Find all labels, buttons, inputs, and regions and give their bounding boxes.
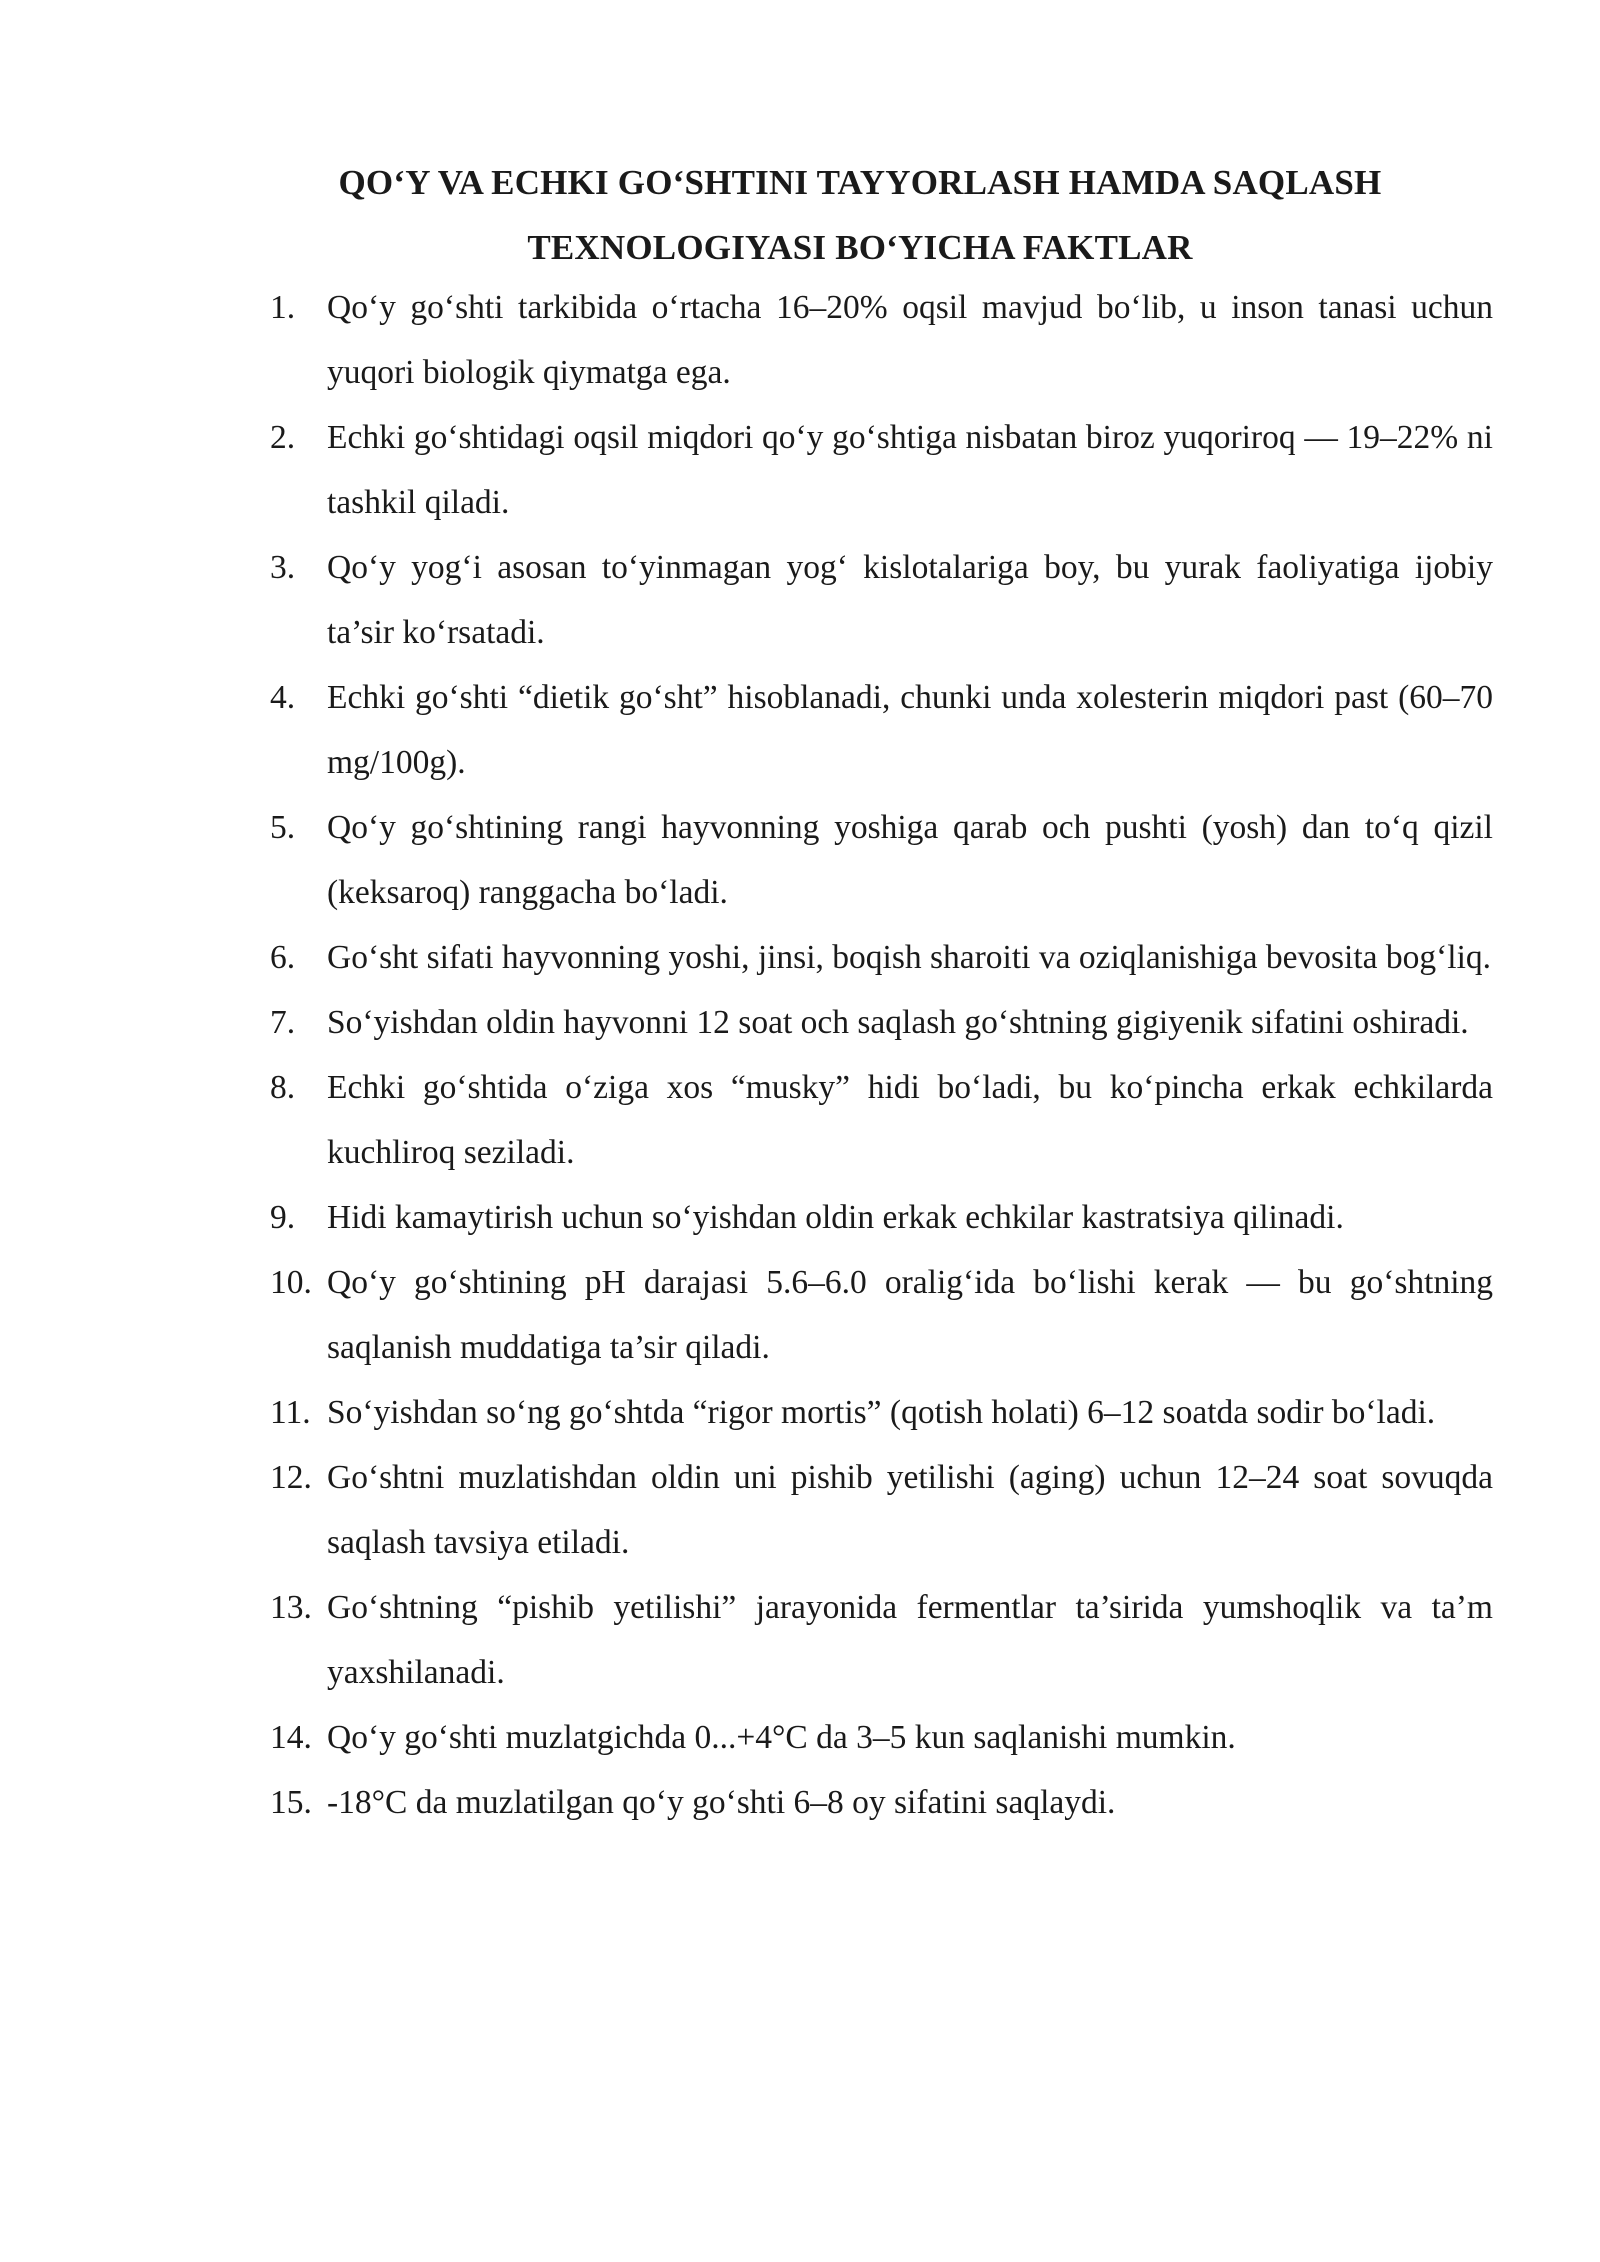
fact-number: 12.	[270, 1459, 312, 1496]
fact-item-11	[270, 1380, 1493, 1445]
fact-text: Echki go‘shtida o‘ziga xos “musky” hidi bo‘ladi, bu ko‘pincha erkak echkilarda kuchliroq seziladi.	[327, 1069, 1493, 1171]
document-title	[220, 150, 1500, 280]
fact-item-1	[270, 275, 1493, 405]
fact-item-7	[270, 990, 1493, 1055]
fact-text: Qo‘y go‘shti tarkibida o‘rtacha 16–20% oqsil mavjud bo‘lib, u inson tanasi uchun yuqori biologik qiymatga ega.	[327, 289, 1493, 391]
fact-text: Qo‘y go‘shti muzlatgichda 0...+4°C da 3–5 kun saqlanishi mumkin.	[327, 1719, 1236, 1756]
fact-item-3	[270, 535, 1493, 665]
fact-number: 11.	[270, 1394, 311, 1431]
fact-item-12	[270, 1445, 1493, 1575]
fact-number: 13.	[270, 1589, 312, 1626]
fact-item-2	[270, 405, 1493, 535]
fact-number: 7.	[270, 1004, 296, 1041]
fact-text: So‘yishdan oldin hayvonni 12 soat och saqlash go‘shtning gigiyenik sifatini oshiradi.	[327, 1004, 1469, 1041]
fact-item-5	[270, 795, 1493, 925]
fact-number: 9.	[270, 1199, 296, 1236]
fact-text: Echki go‘shti “dietik go‘sht” hisoblanadi, chunki unda xolesterin miqdori past (60–70 mg/100g).	[327, 679, 1493, 781]
fact-number: 8.	[270, 1069, 296, 1106]
fact-text: -18°C da muzlatilgan qo‘y go‘shti 6–8 oy sifatini saqlaydi.	[327, 1784, 1116, 1821]
fact-number: 6.	[270, 939, 296, 976]
facts-list	[270, 275, 1493, 1835]
title-line-1: QO‘Y VA ECHKI GO‘SHTINI TAYYORLASH HAMDA SAQLASH	[338, 163, 1382, 202]
fact-item-9	[270, 1185, 1493, 1250]
fact-text: Go‘shtni muzlatishdan oldin uni pishib yetilishi (aging) uchun 12–24 soat sovuqda saqlash tavsiya etiladi.	[327, 1459, 1493, 1561]
fact-item-13	[270, 1575, 1493, 1705]
fact-number: 4.	[270, 679, 296, 716]
fact-item-6	[270, 925, 1493, 990]
fact-number: 14.	[270, 1719, 312, 1756]
fact-number: 5.	[270, 809, 296, 846]
fact-text: Qo‘y go‘shtining pH darajasi 5.6–6.0 oralig‘ida bo‘lishi kerak — bu go‘shtning saqlanish muddatiga ta’sir qiladi.	[327, 1264, 1493, 1366]
fact-text: Qo‘y go‘shtining rangi hayvonning yoshiga qarab och pushti (yosh) dan to‘q qizil (keksaroq) ranggacha bo‘ladi.	[327, 809, 1493, 911]
fact-item-8	[270, 1055, 1493, 1185]
fact-item-4	[270, 665, 1493, 795]
fact-text: Go‘shtning “pishib yetilishi” jarayonida fermentlar ta’sirida yumshoqlik va ta’m yaxshilanadi.	[327, 1589, 1493, 1691]
fact-item-10	[270, 1250, 1493, 1380]
fact-text: Echki go‘shtidagi oqsil miqdori qo‘y go‘shtiga nisbatan biroz yuqoriroq — 19–22% ni tashkil qiladi.	[327, 419, 1493, 521]
fact-number: 2.	[270, 419, 296, 456]
fact-number: 15.	[270, 1784, 312, 1821]
fact-text: Qo‘y yog‘i asosan to‘yinmagan yog‘ kislotalariga boy, bu yurak faoliyatiga ijobiy ta’sir ko‘rsatadi.	[327, 549, 1493, 651]
fact-number: 10.	[270, 1264, 312, 1301]
title-line-2: TEXNOLOGIYASI BO‘YICHA FAKTLAR	[527, 228, 1193, 267]
fact-text: Go‘sht sifati hayvonning yoshi, jinsi, boqish sharoiti va oziqlanishiga bevosita bog‘liq.	[327, 939, 1492, 976]
fact-number: 1.	[270, 289, 296, 326]
fact-text: So‘yishdan so‘ng go‘shtda “rigor mortis” (qotish holati) 6–12 soatda sodir bo‘ladi.	[327, 1394, 1436, 1431]
fact-text: Hidi kamaytirish uchun so‘yishdan oldin erkak echkilar kastratsiya qilinadi.	[327, 1199, 1344, 1236]
fact-item-15	[270, 1770, 1493, 1835]
fact-number: 3.	[270, 549, 296, 586]
fact-item-14	[270, 1705, 1493, 1770]
